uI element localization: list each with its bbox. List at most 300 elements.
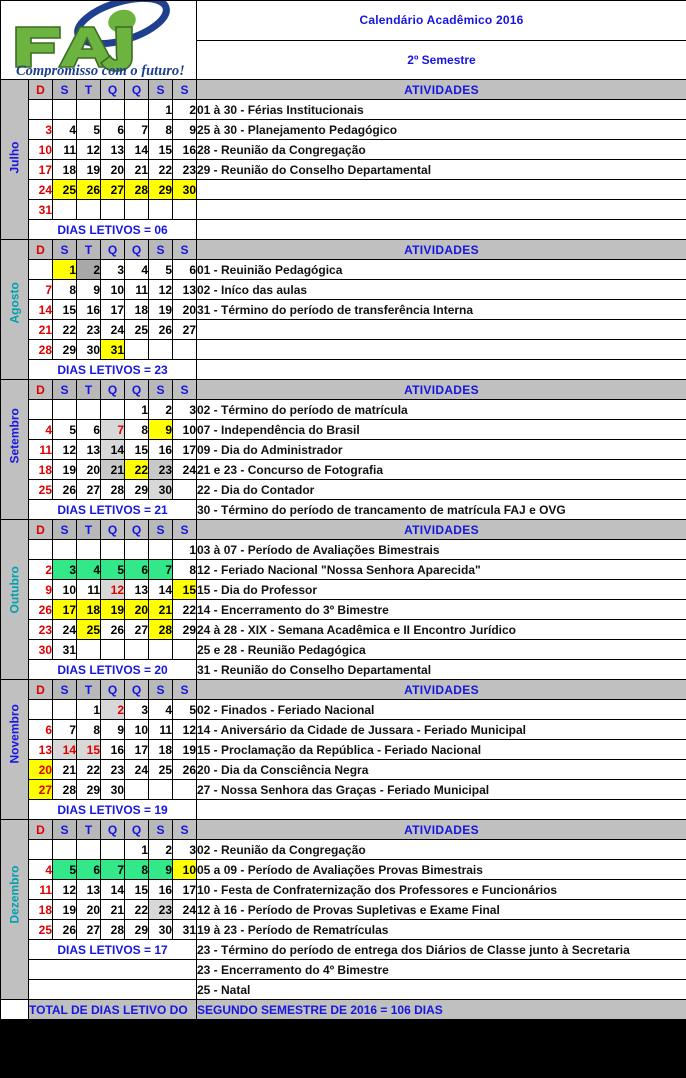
- weekday-header: S: [173, 820, 197, 840]
- day-cell: 18: [53, 160, 77, 180]
- day-cell-empty: [125, 200, 149, 220]
- weekday-header: S: [149, 240, 173, 260]
- activity-empty: [197, 800, 686, 820]
- day-cell-empty: [77, 840, 101, 860]
- day-cell: 21: [149, 600, 173, 620]
- calendar-row: [1, 100, 686, 120]
- day-cell: 11: [77, 580, 101, 600]
- activity-item: 14 - Encerramento do 3º Bimestre: [197, 600, 686, 620]
- weekday-header: T: [77, 240, 101, 260]
- day-cell: 23: [101, 760, 125, 780]
- day-cell: 26: [29, 600, 53, 620]
- day-cell: 18: [149, 740, 173, 760]
- day-cell: 21: [125, 160, 149, 180]
- day-cell: 19: [53, 900, 77, 920]
- day-cell-empty: [149, 640, 173, 660]
- day-cell: 29: [53, 340, 77, 360]
- activity-item: 23 - Término do período de entrega dos Diários de Classe junto à Secretaria: [197, 940, 686, 960]
- day-cell: 2: [149, 400, 173, 420]
- day-cell: 17: [173, 880, 197, 900]
- month-label-setembro: [1, 380, 29, 520]
- weekday-header: D: [29, 380, 53, 400]
- activity-item: 15 - Proclamação da República - Feriado Nacional: [197, 740, 686, 760]
- day-cell-empty: [101, 540, 125, 560]
- day-cell: 11: [29, 440, 53, 460]
- day-cell: 25: [29, 480, 53, 500]
- day-cell: 18: [29, 900, 53, 920]
- day-cell-empty: [173, 340, 197, 360]
- day-cell: 9: [101, 720, 125, 740]
- calendar-row: [1, 360, 686, 380]
- weekday-header: Q: [125, 380, 149, 400]
- day-cell: 7: [101, 860, 125, 880]
- calendar-row: [1, 480, 686, 500]
- activity-item: 23 - Encerramento do 4º Bimestre: [197, 960, 686, 980]
- day-cell: 24: [53, 620, 77, 640]
- logo-tagline-text: Compromisso com o futuro!: [16, 63, 185, 77]
- day-cell-empty: [149, 340, 173, 360]
- day-cell: 29: [149, 180, 173, 200]
- calendar-row: [1, 780, 686, 800]
- calendar-row: [1, 260, 686, 280]
- weekday-header: T: [77, 80, 101, 100]
- day-cell: 26: [101, 620, 125, 640]
- month-label-julho: [1, 80, 29, 240]
- day-cell: 10: [53, 580, 77, 600]
- day-cell: 23: [149, 460, 173, 480]
- day-cell-empty: [29, 400, 53, 420]
- weekday-header: S: [53, 380, 77, 400]
- day-cell-empty: [77, 540, 101, 560]
- day-cell-empty: [173, 200, 197, 220]
- weekday-header: D: [29, 820, 53, 840]
- day-cell: 2: [77, 260, 101, 280]
- weekday-header: Q: [125, 820, 149, 840]
- activities-header: ATIVIDADES: [197, 520, 686, 540]
- weekday-header: D: [29, 680, 53, 700]
- weekday-header: T: [77, 520, 101, 540]
- day-cell: 24: [101, 320, 125, 340]
- day-cell: 25: [29, 920, 53, 940]
- day-cell: 11: [53, 140, 77, 160]
- calendar-row: [1, 380, 686, 400]
- day-cell: 14: [101, 880, 125, 900]
- day-cell: 24: [173, 900, 197, 920]
- day-cell: 17: [125, 740, 149, 760]
- day-cell: 29: [125, 480, 149, 500]
- weekday-header: S: [53, 820, 77, 840]
- weekday-header: S: [149, 680, 173, 700]
- day-cell: 18: [77, 600, 101, 620]
- calendar-row: [1, 540, 686, 560]
- calendar-row: [1, 560, 686, 580]
- day-cell: 10: [29, 140, 53, 160]
- day-cell-empty: [53, 400, 77, 420]
- day-cell: 4: [149, 700, 173, 720]
- weekday-header: Q: [101, 240, 125, 260]
- calendar-row: [1, 940, 686, 960]
- day-cell: 3: [29, 120, 53, 140]
- day-cell: 28: [125, 180, 149, 200]
- calendar-row: [1, 120, 686, 140]
- day-cell: 4: [77, 560, 101, 580]
- weekday-header: S: [173, 680, 197, 700]
- activity-item: 30 - Término do período de trancamento de matrícula FAJ e OVG: [197, 500, 686, 520]
- weekday-header: S: [173, 520, 197, 540]
- day-cell: 6: [101, 120, 125, 140]
- day-cell: 31: [101, 340, 125, 360]
- activity-item: 14 - Aniversário da Cidade de Jussara - Feriado Municipal: [197, 720, 686, 740]
- day-cell: 13: [173, 280, 197, 300]
- weekday-header: S: [53, 520, 77, 540]
- month-label-dezembro: [1, 820, 29, 1000]
- day-cell: 13: [29, 740, 53, 760]
- month-label-agosto: [1, 240, 29, 380]
- day-cell: 7: [53, 720, 77, 740]
- day-cell-empty: [101, 400, 125, 420]
- day-cell-empty: [125, 780, 149, 800]
- weekday-header: S: [173, 380, 197, 400]
- weekday-header: Q: [125, 240, 149, 260]
- day-cell: 24: [29, 180, 53, 200]
- total-label: TOTAL DE DIAS LETIVO DO: [29, 1000, 197, 1020]
- calendar-row: [1, 240, 686, 260]
- calendar-row: [1, 520, 686, 540]
- dias-letivos: DIAS LETIVOS = 21: [29, 500, 197, 520]
- day-cell: 5: [173, 700, 197, 720]
- day-cell: 22: [77, 760, 101, 780]
- day-cell: 20: [173, 300, 197, 320]
- calendar-row: [1, 840, 686, 860]
- day-cell: 11: [29, 880, 53, 900]
- day-cell: 4: [29, 860, 53, 880]
- day-cell: 9: [77, 280, 101, 300]
- day-cell: 3: [53, 560, 77, 580]
- day-cell: 11: [125, 280, 149, 300]
- calendar-row: [1, 760, 686, 780]
- activity-item: 27 - Nossa Senhora das Graças - Feriado Municipal: [197, 780, 686, 800]
- day-cell: 1: [149, 100, 173, 120]
- day-cell: 12: [77, 140, 101, 160]
- day-cell: 2: [173, 100, 197, 120]
- weekday-header: T: [77, 680, 101, 700]
- day-cell-empty: [125, 100, 149, 120]
- day-cell: 12: [149, 280, 173, 300]
- activity-item: 24 à 28 - XIX - Semana Acadêmica e II Encontro Jurídico: [197, 620, 686, 640]
- activity-item: 01 à 30 - Férias Institucionais: [197, 100, 686, 120]
- calendar-row: [1, 860, 686, 880]
- activity-item: 10 - Festa de Confraternização dos Professores e Funcionários: [197, 880, 686, 900]
- day-cell: 8: [149, 120, 173, 140]
- weekday-header: S: [149, 820, 173, 840]
- calendar-row: [1, 80, 686, 100]
- day-cell: 1: [77, 700, 101, 720]
- calendar-row: [1, 720, 686, 740]
- calendar-row: [1, 200, 686, 220]
- day-cell-empty: [101, 640, 125, 660]
- activity-empty: [197, 180, 686, 200]
- day-cell: 5: [101, 560, 125, 580]
- day-cell: 26: [53, 480, 77, 500]
- day-cell: 16: [149, 440, 173, 460]
- day-cell: 31: [173, 920, 197, 940]
- activity-item: 12 - Feriado Nacional "Nossa Senhora Aparecida": [197, 560, 686, 580]
- day-cell: 26: [149, 320, 173, 340]
- calendar-row: [1, 640, 686, 660]
- day-cell: 17: [29, 160, 53, 180]
- day-cell-empty: [173, 480, 197, 500]
- day-cell-empty: [29, 100, 53, 120]
- weekday-header: S: [173, 240, 197, 260]
- weekday-header: S: [149, 80, 173, 100]
- weekday-header: S: [149, 380, 173, 400]
- day-cell: 4: [29, 420, 53, 440]
- calendar-row: [1, 420, 686, 440]
- activity-item: 09 - Dia do Administrador: [197, 440, 686, 460]
- activity-item: 07 - Independência do Brasil: [197, 420, 686, 440]
- day-cell: 16: [149, 880, 173, 900]
- weekday-header: S: [53, 80, 77, 100]
- day-cell-empty: [53, 100, 77, 120]
- day-cell: 19: [173, 740, 197, 760]
- weekday-header: Q: [101, 520, 125, 540]
- day-cell: 16: [173, 140, 197, 160]
- day-cell: 19: [149, 300, 173, 320]
- activity-item: 01 - Reuinião Pedagógica: [197, 260, 686, 280]
- day-cell: 13: [101, 140, 125, 160]
- day-cell: 19: [101, 600, 125, 620]
- day-cell: 24: [173, 460, 197, 480]
- day-cell: 25: [77, 620, 101, 640]
- day-cell: 22: [173, 600, 197, 620]
- day-cell: 19: [53, 460, 77, 480]
- weekday-header: S: [173, 80, 197, 100]
- day-cell: 25: [149, 760, 173, 780]
- day-cell: 26: [53, 920, 77, 940]
- day-cell: 6: [173, 260, 197, 280]
- day-cell: 2: [149, 840, 173, 860]
- day-cell: 20: [29, 760, 53, 780]
- weekday-header: S: [149, 520, 173, 540]
- day-cell: 3: [101, 260, 125, 280]
- day-cell: 15: [53, 300, 77, 320]
- total-value: SEGUNDO SEMESTRE DE 2016 = 106 DIAS: [197, 1000, 686, 1020]
- day-cell: 20: [77, 460, 101, 480]
- day-cell: 14: [125, 140, 149, 160]
- month-label-outubro: [1, 520, 29, 680]
- day-cell-empty: [149, 780, 173, 800]
- calendar-row: [1, 960, 686, 980]
- day-cell: 11: [149, 720, 173, 740]
- day-cell: 28: [53, 780, 77, 800]
- day-cell: 3: [173, 400, 197, 420]
- day-cell: 23: [149, 900, 173, 920]
- day-cell: 6: [77, 420, 101, 440]
- activity-item: 28 - Reunião da Congregação: [197, 140, 686, 160]
- day-cell: 3: [125, 700, 149, 720]
- faj-logo: [1, 1, 197, 80]
- total-row: [1, 1000, 686, 1020]
- day-cell: 10: [101, 280, 125, 300]
- day-cell: 27: [77, 920, 101, 940]
- weekday-header: D: [29, 80, 53, 100]
- day-cell: 12: [101, 580, 125, 600]
- day-cell: 1: [125, 840, 149, 860]
- dias-letivos: DIAS LETIVOS = 23: [29, 360, 197, 380]
- day-cell-empty: [77, 100, 101, 120]
- activity-item: 25 e 28 - Reunião Pedagógica: [197, 640, 686, 660]
- day-cell: 1: [173, 540, 197, 560]
- day-cell: 13: [125, 580, 149, 600]
- activity-item: 31 - Reunião do Conselho Departamental: [197, 660, 686, 680]
- day-cell: 28: [29, 340, 53, 360]
- day-cell: 18: [125, 300, 149, 320]
- day-cell: 30: [29, 640, 53, 660]
- activity-item: 02 - Reunião da Congregação: [197, 840, 686, 860]
- activity-item: 25 - Natal: [197, 980, 686, 1000]
- weekday-header: Q: [101, 680, 125, 700]
- month-name: Novembro: [7, 703, 22, 763]
- calendar-row: [1, 180, 686, 200]
- semester-title: 2º Semestre: [197, 40, 686, 80]
- day-cell: 12: [173, 720, 197, 740]
- day-cell: 16: [77, 300, 101, 320]
- activities-header: ATIVIDADES: [197, 80, 686, 100]
- day-cell: 22: [125, 900, 149, 920]
- dias-letivos: DIAS LETIVOS = 17: [29, 940, 197, 960]
- day-cell-empty: [149, 200, 173, 220]
- activity-item: 02 - Término do período de matrícula: [197, 400, 686, 420]
- calendar-row: [1, 900, 686, 920]
- calendar-row: [1, 400, 686, 420]
- month-name: Outubro: [7, 565, 22, 613]
- day-cell: 17: [101, 300, 125, 320]
- day-cell: 15: [149, 140, 173, 160]
- month-name: Agosto: [7, 281, 22, 323]
- day-cell: 4: [53, 120, 77, 140]
- weekday-header: S: [53, 240, 77, 260]
- day-cell: 12: [53, 880, 77, 900]
- day-cell: 15: [173, 580, 197, 600]
- weekday-header: Q: [101, 80, 125, 100]
- day-cell-empty: [125, 340, 149, 360]
- day-cell: 30: [101, 780, 125, 800]
- calendar-row: [1, 660, 686, 680]
- activity-item: 25 à 30 - Planejamento Pedagógico: [197, 120, 686, 140]
- day-cell: 7: [149, 560, 173, 580]
- day-cell: 22: [125, 460, 149, 480]
- day-cell: 4: [125, 260, 149, 280]
- day-cell: 7: [29, 280, 53, 300]
- calendar-row: [1, 280, 686, 300]
- dias-letivos: DIAS LETIVOS = 20: [29, 660, 197, 680]
- weekday-header: Q: [125, 80, 149, 100]
- day-cell: 16: [101, 740, 125, 760]
- day-cell: 29: [173, 620, 197, 640]
- day-cell: 9: [173, 120, 197, 140]
- faj-logo-icon: [4, 1, 194, 77]
- total-spacer: [1, 1000, 29, 1020]
- activity-item: 22 - Dia do Contador: [197, 480, 686, 500]
- day-cell: 31: [29, 200, 53, 220]
- day-cell: 25: [125, 320, 149, 340]
- day-cell: 27: [101, 180, 125, 200]
- calendar-row: [1, 800, 686, 820]
- page-title: Calendário Acadêmico 2016: [197, 1, 686, 41]
- header-row-title: [1, 1, 686, 41]
- weekday-header: Q: [125, 520, 149, 540]
- day-cell-empty: [125, 540, 149, 560]
- day-cell-empty: [29, 260, 53, 280]
- day-cell: 27: [173, 320, 197, 340]
- day-cell-empty: [173, 780, 197, 800]
- month-name: Julho: [7, 141, 22, 173]
- weekday-header: S: [53, 680, 77, 700]
- day-cell: 30: [173, 180, 197, 200]
- day-cell: 9: [29, 580, 53, 600]
- day-cell: 17: [53, 600, 77, 620]
- day-cell: 30: [149, 480, 173, 500]
- grid-filler: [29, 980, 197, 1000]
- day-cell: 22: [53, 320, 77, 340]
- day-cell: 27: [77, 480, 101, 500]
- day-cell: 23: [29, 620, 53, 640]
- day-cell-empty: [101, 840, 125, 860]
- calendar-row: [1, 580, 686, 600]
- activity-item: 03 à 07 - Período de Avaliações Bimestrais: [197, 540, 686, 560]
- calendar-row: [1, 620, 686, 640]
- day-cell: 2: [101, 700, 125, 720]
- day-cell-empty: [173, 640, 197, 660]
- day-cell: 6: [125, 560, 149, 580]
- calendar-row: [1, 920, 686, 940]
- day-cell-empty: [53, 700, 77, 720]
- day-cell: 13: [77, 440, 101, 460]
- day-cell: 26: [173, 760, 197, 780]
- day-cell: 8: [125, 420, 149, 440]
- day-cell-empty: [29, 840, 53, 860]
- day-cell: 30: [149, 920, 173, 940]
- day-cell: 21: [29, 320, 53, 340]
- day-cell: 21: [101, 900, 125, 920]
- day-cell-empty: [53, 540, 77, 560]
- activity-item: 31 - Término do período de transferência Interna: [197, 300, 686, 320]
- day-cell: 28: [101, 480, 125, 500]
- day-cell: 27: [29, 780, 53, 800]
- day-cell: 1: [125, 400, 149, 420]
- day-cell: 26: [77, 180, 101, 200]
- activity-item: 05 a 09 - Período de Avaliações Provas Bimestrais: [197, 860, 686, 880]
- day-cell: 9: [149, 420, 173, 440]
- day-cell: 22: [149, 160, 173, 180]
- day-cell-empty: [29, 540, 53, 560]
- weekday-header: Q: [101, 380, 125, 400]
- calendar-row: [1, 220, 686, 240]
- activity-item: 19 à 23 - Período de Rematrículas: [197, 920, 686, 940]
- day-cell: 8: [173, 560, 197, 580]
- calendar-row: [1, 160, 686, 180]
- day-cell: 3: [173, 840, 197, 860]
- grid-filler: [29, 960, 197, 980]
- activities-header: ATIVIDADES: [197, 380, 686, 400]
- activity-item: 02 - Iníco das aulas: [197, 280, 686, 300]
- day-cell: 17: [173, 440, 197, 460]
- day-cell: 20: [101, 160, 125, 180]
- activity-item: 21 e 23 - Concurso de Fotografia: [197, 460, 686, 480]
- day-cell: 29: [77, 780, 101, 800]
- weekday-header: Q: [101, 820, 125, 840]
- weekday-header: D: [29, 240, 53, 260]
